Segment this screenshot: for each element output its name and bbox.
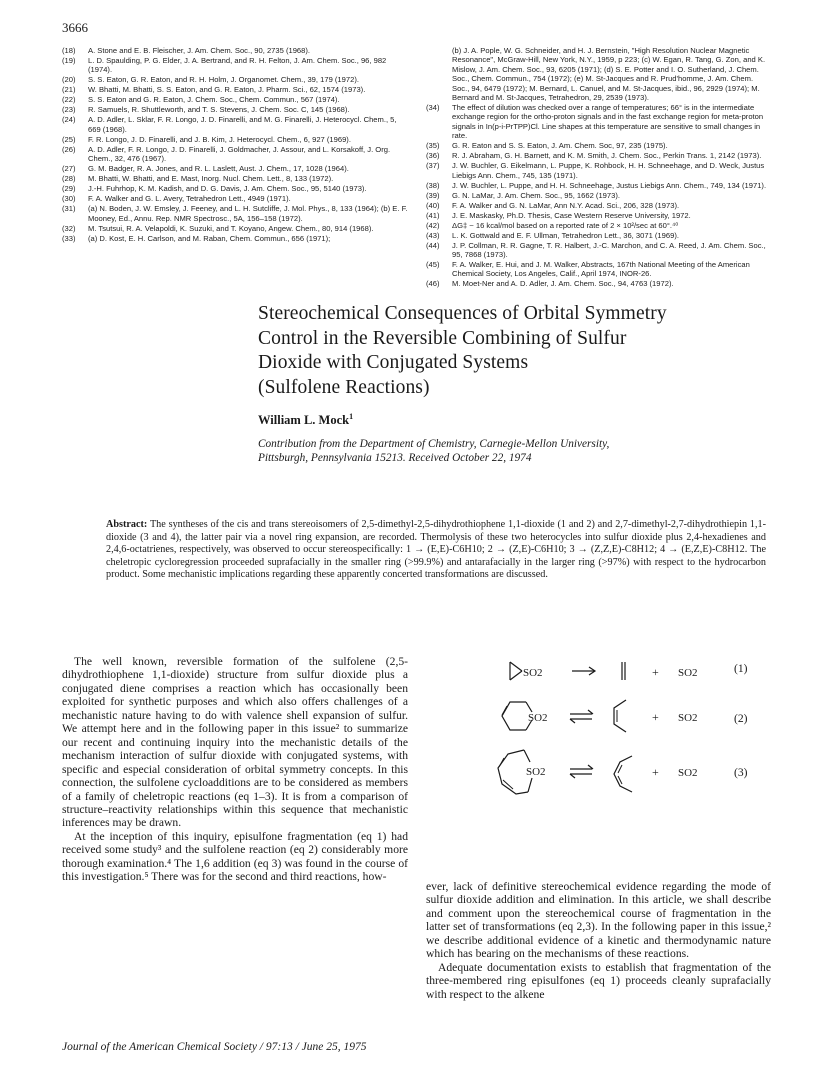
reference-entry (426, 211, 770, 220)
reference-text: J. W. Buchler, G. Eikelmann, L. Puppe, K. Rohbock, H. H. Schneehage, and D. Weck, Justus Liebigs Ann. Chem., 745, 135 (1971). (452, 161, 765, 180)
reference-entry (426, 241, 770, 260)
reference-number: (28) (62, 174, 76, 184)
reference-text: J. P. Collman, R. R. Gagne, T. R. Halbert, J.-C. Marchon, and C. A. Reed, J. Am. Chem. Soc., 95, 7868 (1973). (452, 240, 766, 260)
author-footnote-mark: 1 (349, 411, 354, 421)
reference-text: J. E. Maskasky, Ph.D. Thesis, Case Western Reserve University, 1972. (452, 210, 691, 220)
reference-text: L. K. Gottwald and E. F. Ullman, Tetrahedron Lett., 36, 3071 (1969). (452, 230, 679, 240)
reference-number: (35) (426, 141, 440, 151)
reference-number: (42) (426, 220, 440, 230)
affiliation (258, 437, 778, 465)
reference-number: (41) (426, 210, 440, 220)
reference-entry (62, 105, 408, 114)
reference-number: (18) (62, 46, 76, 55)
reference-entry (62, 174, 408, 183)
reference-number: (27) (62, 164, 76, 174)
eq2-product-so2: SO2 (678, 712, 698, 724)
reference-entry (426, 46, 770, 102)
abstract (106, 519, 766, 582)
references-right-column (426, 46, 770, 289)
reference-number: (43) (426, 230, 440, 240)
reference-entry (62, 75, 408, 84)
reference-entry (426, 181, 770, 190)
reference-number: (19) (62, 56, 76, 65)
reference-entry (62, 234, 408, 243)
reference-number: (30) (62, 194, 76, 204)
reference-number: (45) (426, 260, 440, 270)
reference-entry (62, 145, 408, 164)
abstract-label: Abstract: (106, 519, 148, 530)
reference-text: R. Samuels, R. Shuttleworth, and T. S. Stevens, J. Chem. Soc. C, 145 (1968). (88, 105, 350, 115)
affiliation-line: Pittsburgh, Pennsylvania 15213. Received October 22, 1974 (258, 452, 532, 464)
reference-entry (426, 103, 770, 141)
body-paragraph: The well known, reversible formation of the sulfolene (2,5-dihydrothiophene 1,1-dioxide) structure from sulfur dioxide plus a conjugated diene comprises a reaction which has occasionally been exploited for synthetic purposes and which also offers challenges of a mechanistic nature having to do with valence shell expansion of sulfur. We attempt here and in the following paper in this issue² to summarize our recent and continuing inquiry into the mechanistic details of the mechanism interaction of sulfur dioxide with conjugated systems, with specific and especial consideration of orbital symmetry concepts. In this connection, the sulfolene cycloadditions are to be considered as members of a family of cheletropic reactions (eq 1–3). It is from a comparison of structure–reactivity relationships within this sequence that mechanistic inferences may be drawn. (62, 655, 408, 830)
reference-number: (40) (426, 200, 440, 210)
reference-text: L. D. Spaulding, P. G. Elder, J. A. Bertrand, and R. H. Felton, J. Am. Chem. Soc., 96, 982 (1974). (88, 56, 387, 75)
reference-entry (426, 201, 770, 210)
reference-number: (38) (426, 180, 440, 190)
reference-entry (426, 279, 770, 288)
reference-number: (20) (62, 75, 76, 85)
reference-text: (a) N. Boden, J. W. Emsley, J. Feeney, and L. H. Sutcliffe, J. Mol. Phys., 8, 133 (1964); (b) E. F. Mooney, Ed., Annu. Rep. NMR Spectrosc., 5A, 156–158 (1972). (88, 204, 408, 223)
article-title (258, 302, 758, 400)
reference-text: F. A. Walker and G. L. Avery, Tetrahedron Lett., 4949 (1971). (88, 194, 291, 204)
author-name (258, 413, 353, 428)
reference-entry (62, 95, 408, 104)
reference-entry (426, 141, 770, 150)
equation-2-structure (498, 694, 728, 738)
title-line: Stereochemical Consequences of Orbital Symmetry (258, 303, 667, 324)
body-paragraph: ever, lack of definitive stereochemical evidence regarding the mode of sulfur dioxide addition and elimination. In this article, we shall describe and comment upon the stereochemical course of fragmentation in the latter set of transformations (eq 2,3). In the following paper in this issue,² we describe additional evidence of a kinetic and thermodynamic nature which has bearing on the mechanisms of these reactions. (426, 880, 771, 961)
reference-number: (33) (62, 233, 76, 243)
reference-number: (22) (62, 95, 76, 105)
reference-text: R. J. Abraham, G. H. Barnett, and K. M. Smith, J. Chem. Soc., Perkin Trans. 1, 2142 (1973). (452, 151, 762, 161)
reference-text: J.-H. Fuhrhop, K. M. Kadish, and D. G. Davis, J. Am. Chem. Soc., 95, 5140 (1973). (88, 184, 367, 194)
title-line: Dioxide with Conjugated Systems (258, 352, 529, 373)
reference-text: J. W. Buchler, L. Puppe, and H. H. Schneehage, Justus Liebigs Ann. Chem., 749, 134 (1971). (452, 180, 767, 190)
eq2-reactant-so2: SO2 (528, 712, 548, 724)
reference-entry (62, 164, 408, 173)
reference-entry (62, 194, 408, 203)
reference-entry (426, 191, 770, 200)
equation-3-number: (3) (734, 766, 748, 779)
body-right-column (426, 880, 771, 1001)
reference-entry (426, 161, 770, 180)
eq1-product-so2: SO2 (678, 667, 698, 679)
references-left-column (62, 46, 408, 244)
equation-2-number: (2) (734, 712, 748, 725)
reference-number: (44) (426, 240, 440, 250)
eq3-plus: + (652, 765, 659, 779)
reference-text: A. D. Adler, F. R. Longo, J. D. Finarelli, J. Goldmacher, J. Assour, and L. Korsakoff, J. Org. Chem., 32, 476 (1967). (88, 144, 391, 164)
reference-number: (26) (62, 144, 76, 154)
reference-number: (21) (62, 85, 76, 95)
reference-text: M. Moet-Ner and A. D. Adler, J. Am. Chem. Soc., 94, 4763 (1972). (452, 279, 674, 289)
eq2-plus: + (652, 710, 659, 724)
body-paragraph: Adequate documentation exists to establish that fragmentation of the three-membered ring episulfones (eq 1) proceeds cleanly suprafacially with respect to the alkene (426, 960, 771, 1001)
reference-number: (23) (62, 105, 76, 115)
reference-entry (62, 56, 408, 75)
author-text: William L. Mock (258, 413, 350, 427)
reference-entry (426, 231, 770, 240)
reference-text: (a) D. Kost, E. H. Carlson, and M. Raban, Chem. Commun., 656 (1971); (88, 233, 331, 243)
reference-entry (426, 151, 770, 160)
reference-number: (34) (426, 103, 440, 113)
reference-entry (62, 115, 408, 134)
reference-number: (46) (426, 279, 440, 289)
reference-text: (b) J. A. Pople, W. G. Schneider, and H. J. Bernstein, "High Resolution Nuclear Magnetic Resonance", McGraw-Hill, New York, N.Y., 1959, p 223; (c) W. Egan, R. Tang, G. Zon, and K. Mislow, J. Am. Chem. Soc., 93, 6205 (1971); (d) S. E. Potter and I. O. Sutherland, J. Chem. Soc., Chem. Commun., 754 (1972); (e) M. St-Jacques and R. Prud'homme, J. Am. Chem. Soc., 94, 6479 (1972); M. Bernard, L. Canuel, and M. St-Jacques, ibid., 96, 2929 (1974); M. Bernard and M. St-Jacques, Tetrahedron, 29, 2539 (1973). (452, 46, 766, 103)
reference-number: (37) (426, 161, 440, 171)
reference-text: F. A. Walker, E. Hui, and J. M. Walker, Abstracts, 167th National Meeting of the American Chemical Society, Los Angeles, Calif., April 1974, INOR-26. (452, 260, 750, 279)
reference-entry (62, 224, 408, 233)
reference-number: (25) (62, 134, 76, 144)
reference-text: G. R. Eaton and S. S. Eaton, J. Am. Chem. Soc, 97, 235 (1975). (452, 141, 668, 151)
reference-text: M. Tsutsui, R. A. Velapoldi, K. Suzuki, and T. Koyano, Angew. Chem., 80, 914 (1968). (88, 223, 374, 233)
reference-number: (39) (426, 190, 440, 200)
reference-text: G. M. Badger, R. A. Jones, and R. L. Laslett, Aust. J. Chem., 17, 1028 (1964). (88, 164, 349, 174)
reference-text: M. Bhatti, W. Bhatti, and E. Mast, Inorg. Nucl. Chem. Lett., 8, 133 (1972). (88, 174, 334, 184)
reference-number: (29) (62, 184, 76, 194)
body-paragraph: At the inception of this inquiry, episulfone fragmentation (eq 1) had received some study³ and the sulfolene reaction (eq 2) considerably more thorough examination.⁴ The 1,6 addition (eq 3) was found in the course of this investigation.⁵ There was for the second and third reactions, how- (62, 829, 408, 884)
equation-1-structure (506, 656, 726, 686)
reference-number: (36) (426, 151, 440, 161)
abstract-text: The syntheses of the cis and trans stereoisomers of 2,5-dimethyl-2,5-dihydrothiophene 1,1-dioxide (1 and 2) and 2,7-dimethyl-2,7-dihydrothiepin 1,1-dioxide (3 and 4), the latter pair via a novel ring expansion, are recorded. Thermolysis of these two heterocycles into sulfur dioxide plus 2,4-hexadienes and 2,4,6-octatrienes, respectively, was observed to occur stereospecifically: 1 → (E,E)-C6H10; 2 → (Z,E)-C6H10; 3 → (Z,Z,E)-C8H12; 4 → (E,Z,E)-C8H12. The cheletropic cycloregression proceeded suprafacially in the smaller ring (>99.9%) and antarafacially in the larger ring (>97%) with respect to the hydrocarbon product. Some mechanistic implications regarding these apparently concerted transformations are discussed. (106, 519, 766, 581)
eq3-product-so2: SO2 (678, 767, 698, 779)
reference-entry (426, 221, 770, 230)
reference-entry (62, 46, 408, 55)
reference-entry (62, 184, 408, 193)
page-number: 3666 (62, 20, 88, 35)
reference-entry (62, 135, 408, 144)
reference-text: The effect of dilution was checked over a range of temperatures; 66° is in the intermediate exchange region for the ortho-proton signals and in the fast exchange region for meta-proton signals in In(p-i-PrTPP)Cl. Line shapes at this temperature are sensitive to small changes in rate. (452, 103, 764, 141)
title-line: (Sulfolene Reactions) (258, 376, 430, 398)
reference-text: ΔG‡ ~ 16 kcal/mol based on a reported rate of 2 × 10²/sec at 60°.⁴⁰ (452, 220, 679, 230)
reference-text: S. S. Eaton and G. R. Eaton, J. Chem. Soc., Chem. Commun., 567 (1974). (88, 95, 340, 105)
reference-text: F. A. Walker and G. N. LaMar, Ann N.Y. Acad. Sci., 206, 328 (1973). (452, 200, 680, 210)
affiliation-line: Contribution from the Department of Chemistry, Carnegie-Mellon University, (258, 438, 610, 450)
reference-text: F. R. Longo, J. D. Finarelli, and J. B. Kim, J. Heterocycl. Chem., 6, 927 (1969). (88, 134, 351, 144)
reference-number: (31) (62, 204, 76, 214)
reference-text: A. Stone and E. B. Fleischer, J. Am. Chem. Soc., 90, 2735 (1968). (88, 46, 311, 55)
reference-entry (62, 204, 408, 223)
reference-text: S. S. Eaton, G. R. Eaton, and R. H. Holm, J. Organomet. Chem., 39, 179 (1972). (88, 75, 359, 85)
reference-number: (24) (62, 115, 76, 125)
title-line: Control in the Reversible Combining of Sulfur (258, 327, 627, 349)
reference-text: G. N. LaMar, J. Am. Chem. Soc., 95, 1662 (1973). (452, 190, 620, 200)
journal-footer: Journal of the American Chemical Society / 97:13 / June 25, 1975 (62, 1041, 367, 1053)
reference-number: (32) (62, 223, 76, 233)
reference-entry (62, 85, 408, 94)
body-left-column (62, 655, 408, 884)
reference-entry (426, 260, 770, 279)
eq1-plus: + (652, 665, 659, 679)
equation-1-number: (1) (734, 662, 748, 675)
eq3-reactant-so2: SO2 (526, 766, 546, 778)
reference-text: A. D. Adler, L. Sklar, F. R. Longo, J. D. Finarelli, and M. G. Finarelli, J. Heterocycl. Chem., 5, 669 (1968). (88, 115, 397, 134)
reference-text: W. Bhatti, M. Bhatti, S. S. Eaton, and G. R. Eaton, J. Pharm. Sci., 62, 1574 (1973). (88, 85, 366, 95)
equation-3-structure (490, 742, 730, 802)
eq1-reactant-so2: SO2 (523, 667, 543, 679)
